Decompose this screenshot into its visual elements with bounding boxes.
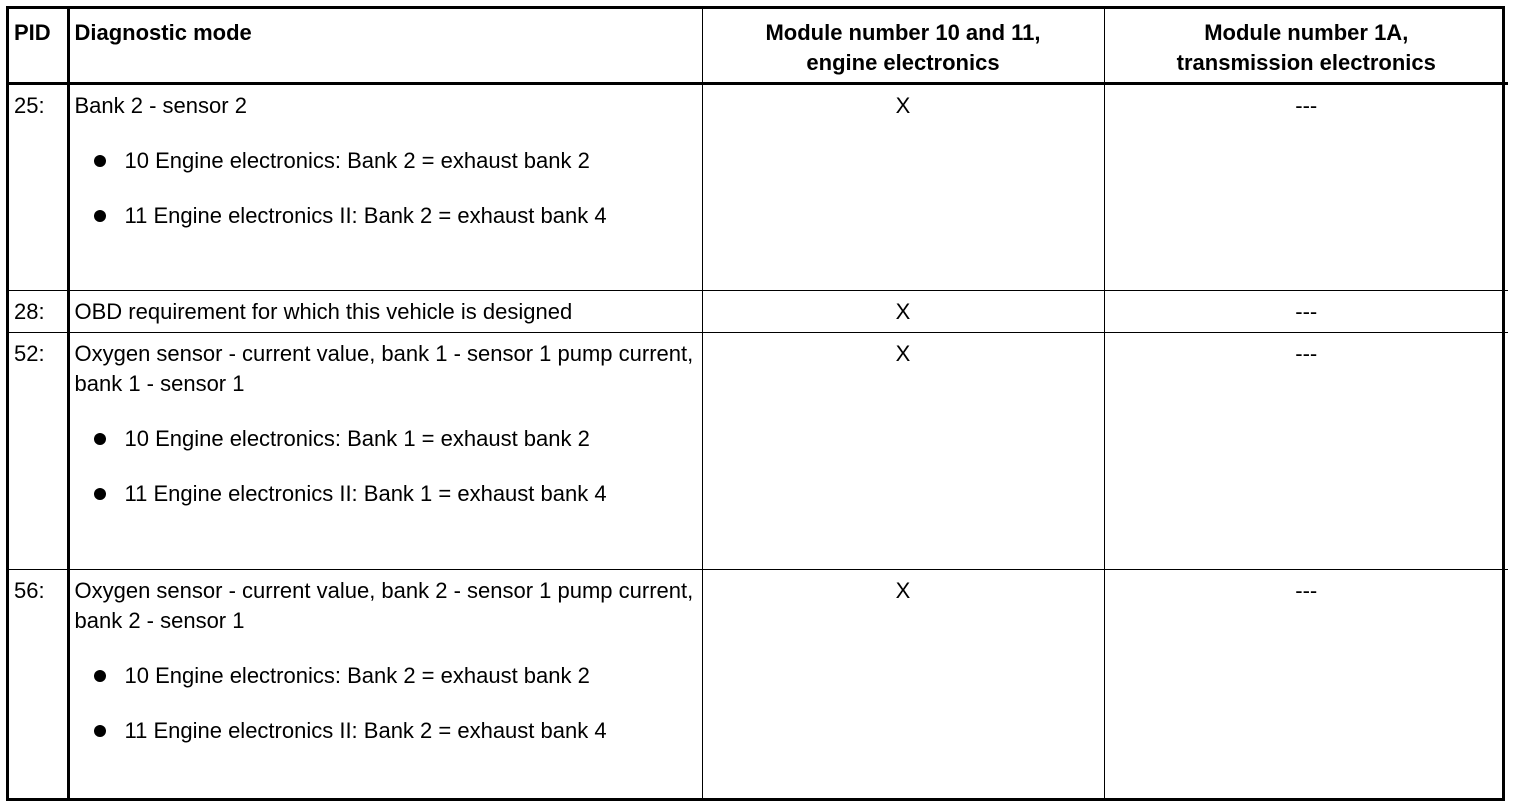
row-mode-text: Bank 2 - sensor 2: [74, 93, 247, 118]
bullet-dot-icon: [94, 488, 106, 500]
bullet-item: [75, 479, 697, 509]
row-diagnostic-mode: [68, 333, 702, 570]
table-row: [9, 84, 1508, 291]
bullet-item: [75, 424, 697, 454]
header-module-engine-line2: engine electronics: [806, 50, 1000, 75]
bullet-text: 10 Engine electronics: Bank 1 = exhaust bank 2: [124, 426, 590, 451]
row-module-engine-value: X: [702, 84, 1104, 291]
row-module-transmission-value: ---: [1104, 333, 1508, 570]
row-diagnostic-mode: [68, 570, 702, 799]
bullet-text: 10 Engine electronics: Bank 2 = exhaust bank 2: [124, 663, 590, 688]
bullet-text: 11 Engine electronics II: Bank 1 = exhaust bank 4: [124, 481, 607, 506]
row-module-engine-value: X: [702, 333, 1104, 570]
bullet-item: [75, 146, 697, 176]
header-module-transmission: [1104, 9, 1508, 84]
row-diagnostic-mode: [68, 84, 702, 291]
row-diagnostic-mode: [68, 291, 702, 333]
bullet-item: [75, 716, 697, 746]
header-diagnostic-mode: Diagnostic mode: [68, 9, 702, 84]
table-row: [9, 333, 1508, 570]
row-module-transmission-value: ---: [1104, 84, 1508, 291]
row-mode-text: Oxygen sensor - current value, bank 2 - sensor 1 pump current, bank 2 - sensor 1: [74, 578, 694, 633]
row-module-engine-value: X: [702, 570, 1104, 799]
header-module-transmission-line1: Module number 1A,: [1204, 20, 1409, 45]
table-header-row: [9, 9, 1508, 84]
bullet-dot-icon: [94, 670, 106, 682]
bullet-item: [75, 201, 697, 231]
diagnostic-mode-table: [9, 9, 1508, 798]
row-mode-text: OBD requirement for which this vehicle is designed: [74, 299, 573, 324]
row-module-transmission-value: ---: [1104, 291, 1508, 333]
row-pid: 25:: [9, 84, 68, 291]
bullet-text: 11 Engine electronics II: Bank 2 = exhaust bank 4: [124, 203, 607, 228]
bullet-list: [75, 661, 697, 746]
bullet-dot-icon: [94, 210, 106, 222]
header-module-engine-line1: Module number 10 and 11,: [765, 20, 1041, 45]
header-pid: PID: [9, 9, 68, 84]
row-mode-text: Oxygen sensor - current value, bank 1 - sensor 1 pump current, bank 1 - sensor 1: [74, 341, 694, 396]
bullet-text: 11 Engine electronics II: Bank 2 = exhaust bank 4: [124, 718, 607, 743]
bullet-dot-icon: [94, 155, 106, 167]
diagnostic-mode-table-container: [6, 6, 1505, 801]
bullet-item: [75, 661, 697, 691]
table-row: [9, 570, 1508, 799]
bullet-dot-icon: [94, 433, 106, 445]
row-pid: 52:: [9, 333, 68, 570]
bullet-list: [75, 146, 697, 231]
header-module-transmission-line2: transmission electronics: [1176, 50, 1436, 75]
bullet-list: [75, 424, 697, 509]
header-module-engine: [702, 9, 1104, 84]
row-module-engine-value: X: [702, 291, 1104, 333]
bullet-text: 10 Engine electronics: Bank 2 = exhaust bank 2: [124, 148, 590, 173]
row-pid: 28:: [9, 291, 68, 333]
table-row: [9, 291, 1508, 333]
row-module-transmission-value: ---: [1104, 570, 1508, 799]
bullet-dot-icon: [94, 725, 106, 737]
row-pid: 56:: [9, 570, 68, 799]
